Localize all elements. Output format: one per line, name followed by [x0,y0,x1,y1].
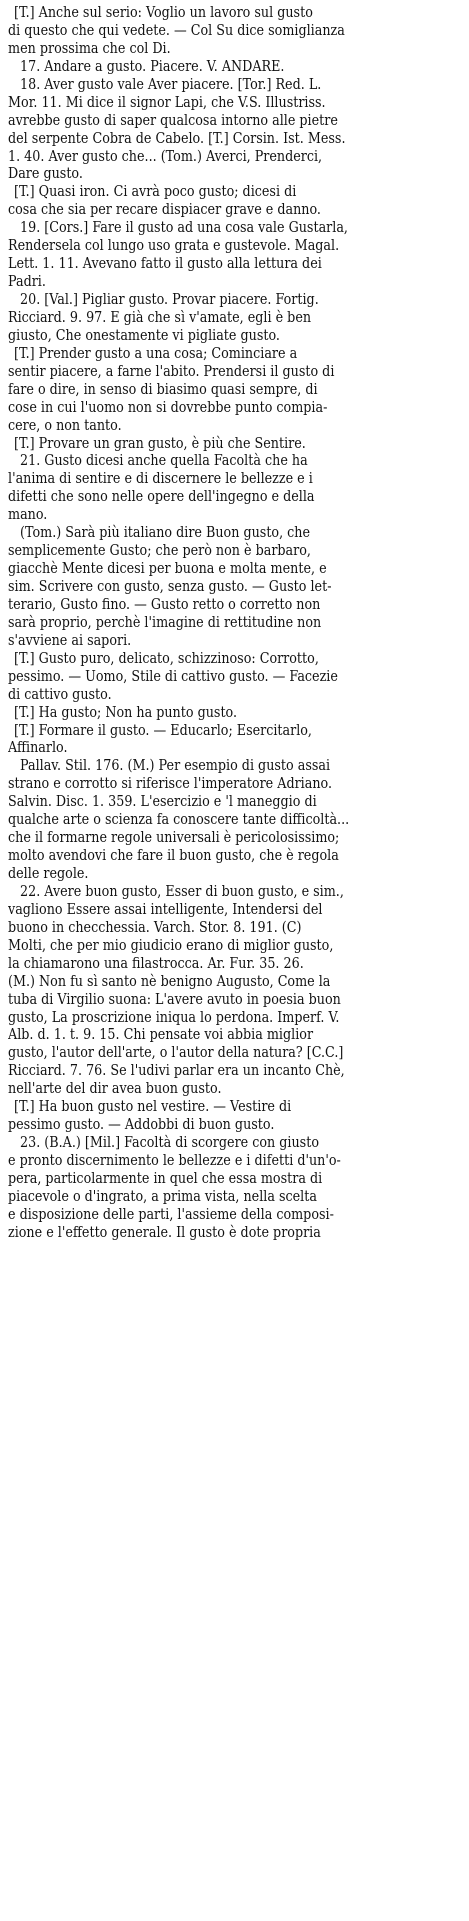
text-line: zione e l'effetto generale. Il gusto è dote propria [8,1223,321,1241]
text-line: vagliono Essere assai intelligente, Intendersi del [8,900,323,918]
text-line: Alb. d. 1. t. 9. 15. Chi pensate voi abbia miglior [8,1026,314,1044]
text-line: 21. Gusto dicesi anche quella Facoltà che ha [20,452,308,470]
text-line: 20. [Val.] Pigliar gusto. Provar piacere. Fortig. [20,291,319,308]
text-line: Padri. [8,273,46,291]
text-line: [T.] Ha buon gusto nel vestire. — Vestire di [14,1098,292,1116]
text-line: sarà proprio, perchè l'imagine di rettitudine non [8,613,322,631]
text-line: [T.] Provare un gran gusto, è più che Sentire. [14,434,306,452]
text-line: nell'arte del dir avea buon gusto. [8,1080,222,1098]
text-line: cose in cui l'uomo non si dovrebbe punto compia- [8,398,328,416]
text-line: [T.] Quasi iron. Ci avrà poco gusto; dicesi di [14,183,297,201]
text-line: giusto, Che onestamente vi pigliate gusto. [8,326,280,344]
dictionary-text-column [8,4,459,1242]
text-line: molto avendovi che fare il buon gusto, che è regola [8,847,339,865]
text-line: cosa che sia per recare dispiacer grave e danno. [8,201,321,219]
text-line: sim. Scrivere con gusto, senza gusto. — Gusto let- [8,578,332,595]
text-line: pessimo gusto. — Addobbi di buon gusto. [8,1116,275,1134]
text-line: buono in checchessia. Varch. Stor. 8. 191. (C) [8,918,302,936]
text-line: Ricciard. 7. 76. Se l'udivi parlar era un incanto Chè, [8,1062,345,1080]
text-line: che il formarne regole universali è pericolosissimo; [8,829,340,847]
text-line: 23. (B.A.) [Mil.] Facoltà di scorgere con giusto [20,1134,319,1152]
text-line: (Tom.) Sarà più italiano dire Buon gusto, che [20,524,311,542]
text-line: [T.] Ha gusto; Non ha punto gusto. [14,703,238,721]
text-line: 1. 40. Aver gusto che... (Tom.) Averci, Prenderci, [8,147,323,165]
text-line: la chiamarono una filastrocca. Ar. Fur. 35. 26. [8,954,304,972]
text-line: gusto, l'autor dell'arte, o l'autor della natura? [C.C.] [8,1044,344,1062]
text-line: pera, particolarmente in quel che essa mostra di [8,1169,323,1187]
text-line: mano. [8,506,48,524]
text-line: di questo che qui vedete. — Col Su dice somiglianza [8,21,345,39]
text-line: gusto, La proscrizione iniqua lo perdona. Imperf. V. [8,1008,340,1026]
text-line: difetti che sono nelle opere dell'ingegno e della [8,488,315,506]
text-line: pessimo. — Uomo, Stile di cattivo gusto. — Facezie [8,667,338,685]
text-line: men prossima che col Di. [8,39,171,57]
text-line: Salvin. Disc. 1. 359. L'esercizio e 'l maneggio di [8,793,317,811]
text-line: Pallav. Stil. 176. (M.) Per esempio di gusto assai [20,757,331,775]
text-line: avrebbe gusto di saper qualcosa intorno alle pietre [8,111,338,129]
text-line: [T.] Prender gusto a una cosa; Cominciare a [14,344,298,362]
text-line: Rendersela col lungo uso grata e gustevole. Magal. [8,237,340,255]
text-line: l'anima di sentire e di discernere le bellezze e i [8,470,313,488]
text-line: Dare gusto. [8,165,83,183]
text-line: di cattivo gusto. [8,685,112,703]
text-line: [T.] Gusto puro, delicato, schizzinoso: Corrotto, [14,649,319,667]
text-line: qualche arte o scienza fa conoscere tante difficoltà... [8,811,350,829]
text-line: terario, Gusto fino. — Gusto retto o corretto non [8,595,321,613]
text-line: e pronto discernimento le bellezze e i difetti d'un'o- [8,1152,341,1169]
text-line: cere, o non tanto. [8,416,122,434]
text-line: Affinarlo. [8,739,68,757]
text-line: tuba di Virgilio suona: L'avere avuto in poesia buon [8,990,341,1008]
text-line: [T.] Anche sul serio: Voglio un lavoro sul gusto [14,4,313,21]
text-line: s'avviene ai sapori. [8,631,132,649]
text-line: [T.] Formare il gusto. — Educarlo; Esercitarlo, [14,721,312,739]
text-line: 18. Aver gusto vale Aver piacere. [Tor.] Red. L. [20,75,322,93]
text-line: giacchè Mente dicesi per buona e molta mente, e [8,560,327,578]
text-line: e disposizione delle parti, l'assieme della composi- [8,1205,334,1223]
text-line: 19. [Cors.] Fare il gusto ad una cosa vale Gustarla, [20,219,348,237]
text-line: Lett. 1. 11. Avevano fatto il gusto alla lettura dei [8,255,322,273]
text-line: piacevole o d'ingrato, a prima vista, nella scelta [8,1187,317,1205]
text-line: 22. Avere buon gusto, Esser di buon gusto, e sim., [20,882,344,900]
text-line: strano e corrotto si riferisce l'imperatore Adriano. [8,775,333,793]
text-line: fare o dire, in senso di biasimo quasi sempre, di [8,380,318,398]
text-line: Mor. 11. Mi dice il signor Lapi, che V.S. Illustriss. [8,93,326,111]
text-line: delle regole. [8,865,89,882]
text-line: Ricciard. 9. 97. E già che sì v'amate, egli è ben [8,308,312,326]
text-line: semplicemente Gusto; che però non è barbaro, [8,542,311,560]
text-line: 17. Andare a gusto. Piacere. V. ANDARE. [20,57,285,75]
text-line: (M.) Non fu sì santo nè benigno Augusto, Come la [8,972,331,990]
text-line: del serpente Cobra de Cabelo. [T.] Corsin. Ist. Mess. [8,129,346,147]
text-line: sentir piacere, a farne l'abito. Prendersi il gusto di [8,362,335,380]
text-line: Molti, che per mio giudicio erano di miglior gusto, [8,936,334,954]
